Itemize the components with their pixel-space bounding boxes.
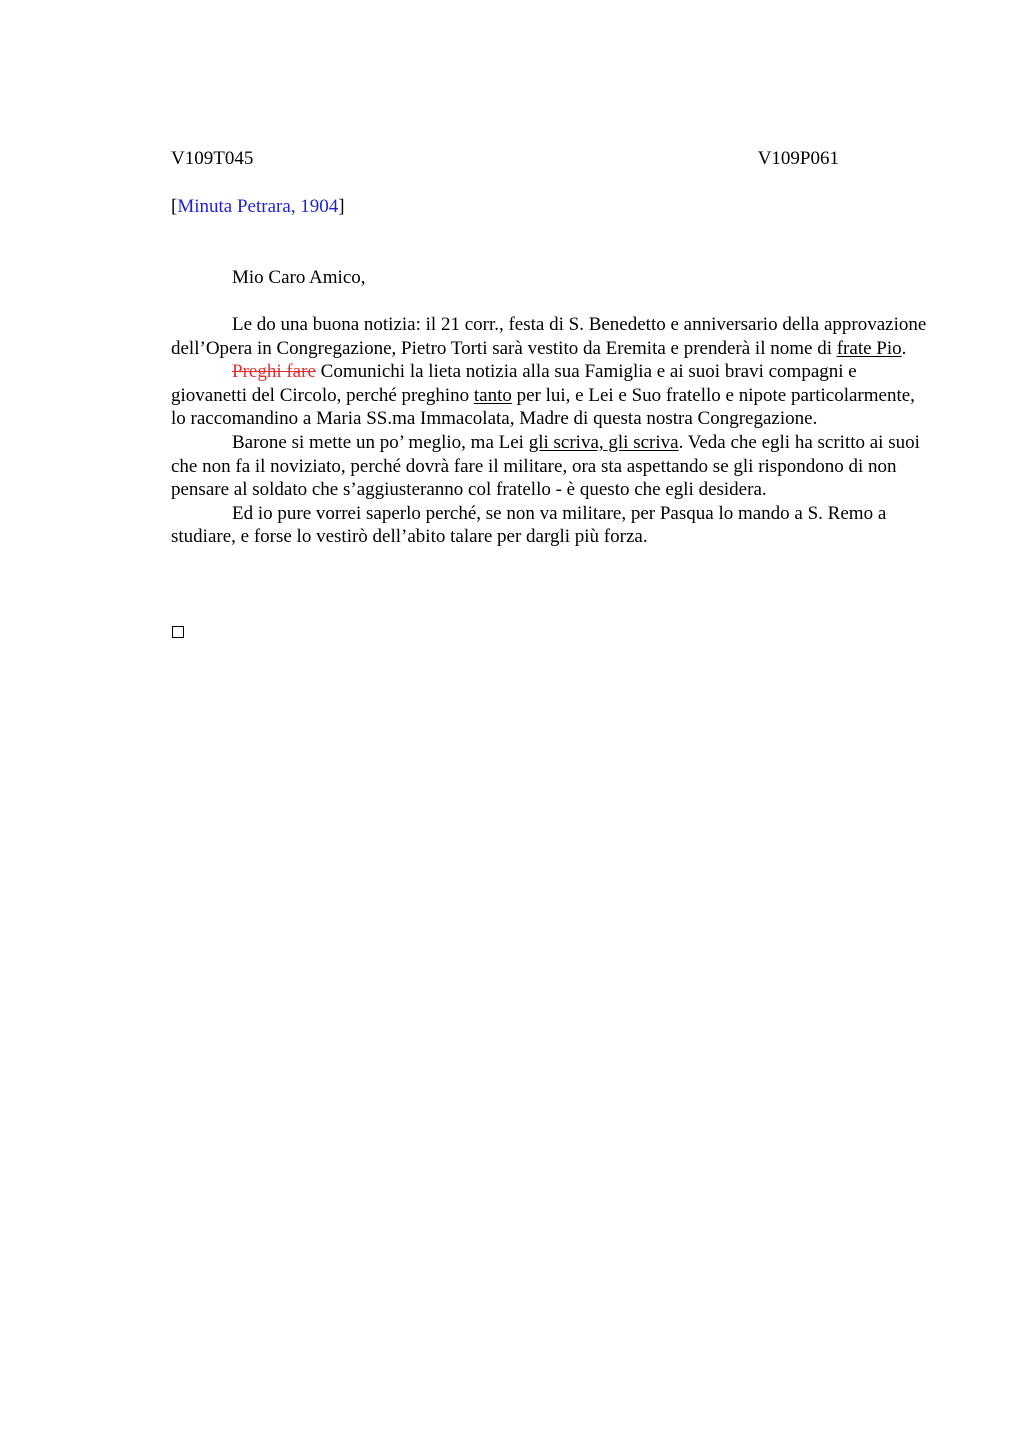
paragraph-2-text-b: per lui, e Lei e Suo fratello e nipote particolarmente, lo raccomandino a Maria SS.ma Immacolata, Madre di questa nostra Congregazione. — [171, 384, 915, 430]
paragraph-2 — [171, 360, 928, 431]
paragraph-1-text-a: Le do una buona notizia: il 21 corr., festa di S. Benedetto e anniversario della approvazione dell’Opera in Congregazione, Pietro Torti sarà vestito da Eremita e prenderà il nome di — [171, 314, 927, 359]
paragraph-2-text-a: Comunichi la lieta notizia alla sua Famiglia e ai suoi bravi compagni e giovanetti del Circolo, perché preghino — [171, 361, 857, 406]
underlined-phrase: gli scriva, gli scriva — [528, 431, 679, 453]
paragraph-4: Ed io pure vorrei saperlo perché, se non va militare, per Pasqua lo mando a S. Remo a studiare, e forse lo vestirò dell’abito talare per dargli più forza. — [171, 502, 887, 548]
empty-square-icon — [172, 626, 184, 638]
document-header — [171, 147, 839, 171]
underlined-name: frate Pio — [836, 337, 902, 359]
letter-body — [171, 313, 928, 549]
document-code-left: V109T045 — [171, 148, 254, 169]
source-open-bracket: [ — [171, 196, 178, 217]
struck-text: Preghi fare — [232, 361, 316, 383]
paragraph-1-text-b: . — [901, 337, 907, 359]
letter-salutation: Mio Caro Amico, — [232, 267, 366, 288]
source-reference — [171, 195, 345, 219]
paragraph-1 — [171, 313, 928, 360]
source-close-bracket: ] — [338, 196, 345, 217]
underlined-word: tanto — [473, 384, 512, 406]
source-link[interactable]: Minuta Petrara, 1904 — [177, 196, 339, 217]
paragraph-3-text-b: . Veda che egli ha scritto ai suoi che non fa il noviziato, perché dovrà fare il militare, ora sta aspettando se gli rispondono di non pensare al soldato che s’aggiusteranno col fratello - è questo che egli desidera. — [171, 431, 920, 501]
document-code-right: V109P061 — [757, 148, 839, 169]
paragraph-3 — [171, 431, 928, 502]
paragraph-3-text-a: Barone si mette un po’ meglio, ma Lei — [232, 431, 529, 453]
